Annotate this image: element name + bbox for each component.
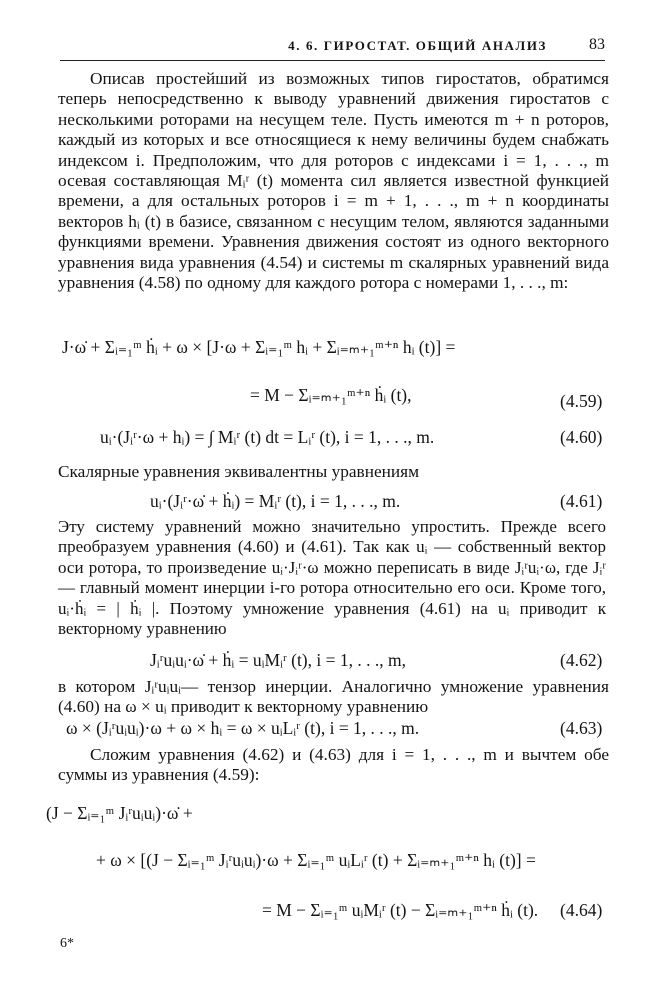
paragraph-scalar-equations: Скалярные уравнения эквивалентны уравнениям <box>58 462 419 481</box>
page-number: 83 <box>589 36 605 53</box>
equation-4-64-line-3: = M − Σᵢ₌₁ᵐ uᵢMᵢʳ (t) − Σᵢ₌ₘ₊₁ᵐ⁺ⁿ ḣᵢ (t). <box>262 900 539 920</box>
equation-number-4-61: (4.61) <box>560 491 603 511</box>
header-rule <box>60 60 605 61</box>
printer-signature-mark: 6* <box>60 936 74 951</box>
equation-number-4-59: (4.59) <box>560 391 603 411</box>
equation-4-64-line-2: + ω × [(J − Σᵢ₌₁ᵐ Jᵢʳuᵢuᵢ)·ω + Σᵢ₌₁ᵐ uᵢLᵢʳ (t) + Σᵢ₌ₘ₊₁ᵐ⁺ⁿ hᵢ (t)] = <box>96 850 536 870</box>
paragraph-intro: Описав простейший из возможных типов гиростатов, обратимся теперь непосредственно к выводу уравнений движения гиростатов с несколькими роторами на несущем теле. Пусть имеются m + n роторов, каждый из которых и все относящиеся к нему величины будем снабжать индексом i. Предположим, что для роторов с индексами i = 1, . . ., m осевая составляющая Mᵢʳ (t) момента сил является известной функцией времени, а для остальных роторов i = m + 1, . . ., m + n координаты векторов hᵢ (t) в базисе, связанном с несущим телом, являются заданными функциями времени. Уравнения движения состоят из одного векторного уравнения вида уравнения (4.54) и системы m скалярных уравнений вида уравнения (4.58) по одному для каждого ротора с номерами 1, . . ., m: <box>58 69 609 293</box>
equation-4-64-line-1: (J − Σᵢ₌₁ᵐ Jᵢʳuᵢuᵢ)·ω̇ + <box>46 803 193 823</box>
equation-number-4-64: (4.64) <box>560 900 603 920</box>
equation-4-60: uᵢ·(Jᵢʳ·ω + hᵢ) = ∫ Mᵢʳ (t) dt = Lᵢʳ (t), i = 1, . . ., m. <box>100 427 435 447</box>
equation-number-4-60: (4.60) <box>560 427 603 447</box>
equation-4-59-line-1: J·ω̇ + Σᵢ₌₁ᵐ ḣᵢ + ω × [J·ω + Σᵢ₌₁ᵐ hᵢ + Σᵢ₌ₘ₊₁ᵐ⁺ⁿ hᵢ (t)] = <box>62 337 456 357</box>
equation-4-63: ω × (Jᵢʳuᵢuᵢ)·ω + ω × hᵢ = ω × uᵢLᵢʳ (t), i = 1, . . ., m. <box>66 718 420 738</box>
equation-4-62: Jᵢʳuᵢuᵢ·ω̇ + ḣᵢ = uᵢMᵢʳ (t), i = 1, . . ., m, <box>150 650 406 670</box>
paragraph-sum-equations: Сложим уравнения (4.62) и (4.63) для i = 1, . . ., m и вычтем обе суммы из уравнения (4.59): <box>58 745 609 785</box>
paragraph-simplification: Эту систему уравнений можно значительно упростить. Прежде всего преобразуем уравнения (4.60) и (4.61). Так как uᵢ — собственный вектор оси ротора, то произведение uᵢ·Jᵢʳ·ω можно переписать в виде Jᵢʳuᵢ·ω, где Jᵢʳ — главный момент инерции i-го ротора относительно его оси. Кроме того, uᵢ·ḣᵢ = | ḣᵢ |. Поэтому умножение уравнения (4.61) на uᵢ приводит к векторному уравнению <box>58 517 606 639</box>
paragraph-inertia-tensor: в котором Jᵢʳuᵢuᵢ— тензор инерции. Аналогично умножение уравнения (4.60) на ω × uᵢ приводит к векторному уравнению <box>58 677 609 717</box>
equation-4-61: uᵢ·(Jᵢʳ·ω̇ + ḣᵢ) = Mᵢʳ (t), i = 1, . . ., m. <box>150 491 401 511</box>
equation-number-4-62: (4.62) <box>560 650 603 670</box>
running-title: 4. 6. ГИРОСТАТ. ОБЩИЙ АНАЛИЗ <box>288 38 547 53</box>
page-header <box>60 36 605 62</box>
equation-4-59-line-2: = M − Σᵢ₌ₘ₊₁ᵐ⁺ⁿ ḣᵢ (t), <box>250 385 412 405</box>
equation-number-4-63: (4.63) <box>560 718 603 738</box>
